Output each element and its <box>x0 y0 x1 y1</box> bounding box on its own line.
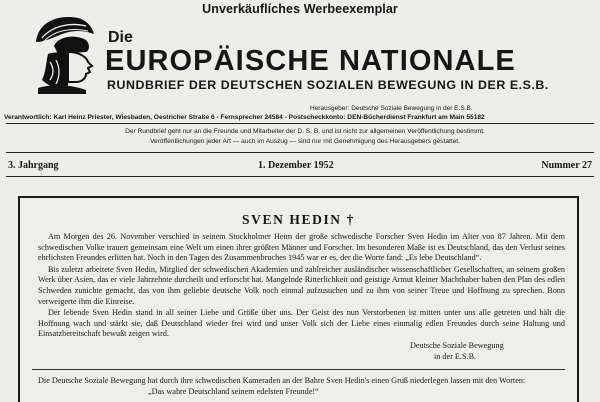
article-paragraph: Bis zuletzt arbeitete Sven Hedin, Mitglied der schwedischen Akademien und zahlreicher ausländischer wissenschaftlicher Gesellschaften, an seinem großen Werk über Asien, das er viele Jahrzehnte durcheilt und erforscht hat. Mangelnde Ritterlichkeit und geistige Armut kleiner Machthaber haben den Plan des edlen Schweden zunichte gemacht, das von ihm geliebte deutsche Volk noch einmal aufzusuchen und zu ihm von seiner Treue und Hoffnung zu sprechen. Bonn verweigerte ihm die Einreise. <box>38 264 565 306</box>
divider <box>6 123 594 124</box>
publisher-line: Herausgeber: Deutsche Soziale Bewegung in der E.S.B. <box>310 105 473 112</box>
closing-text: Die Deutsche Soziale Bewegung hat durch ihre schwedischen Kameraden an der Bahre Sven Hedin's einen Gruß niederlegen lassen mit den Worten: <box>38 376 526 385</box>
distribution-notice <box>40 127 570 147</box>
issue-line <box>8 160 592 174</box>
issue-date: 1. Dezember 1952 <box>258 160 334 171</box>
article-paragraph: Der lebende Sven Hedin stand in all seiner Liebe und Größe über uns. Der Geist des nun Verstorbenen ist mitten unter uns alle getreten und hält die Hoffnung wach und stärkt sie, daß Deutschland wieder frei wird und unser Volk sich der Liebe eines einmalig edlen Freundes durch seine Haltung und Einsatzbereitschaft bewußt zeigen wird. <box>38 308 565 339</box>
masthead-title: EUROPÄISCHE NATIONALE <box>105 45 516 77</box>
closing-quote: „Das wahre Deutschland seinem edelsten Freunde!“ <box>148 386 319 396</box>
divider <box>6 176 594 177</box>
obituary-article <box>18 196 579 402</box>
volume-label: 3. Jahrgang <box>8 160 59 171</box>
promo-stamp: Unverkäuflíches Werbeexemplar <box>202 2 398 16</box>
signature-line: in der E.S.B. <box>434 351 477 361</box>
masthead-article: Die <box>108 29 133 46</box>
athena-helmet-logo-icon <box>28 12 100 94</box>
notice-line: Der Rundbrief geht nur an die Freunde und Mitarbeiter der D. S. B. und ist nicht zur allgemeinen Veröffentlichung bestimmt. <box>125 128 485 135</box>
article-paragraph: Am Morgen des 26. November verschied in seinem Stockholmer Heim der große schwedische Forscher Sven Hedin im Alter von 87 Jahren. Mit dem schwedischen Volke trauert gemeinsam eine Welt um einen ihrer größten Männer und Forscher. Im besonderen Maße ist es Deutschland, das den Verlust seines ehrlichsten Freundes erlitten hat. Noch in den Tagen des Zusammenbruches 1945 war er es, der die Worte fand: „Es lebe Deutschland“. <box>38 232 565 263</box>
article-body <box>38 232 565 341</box>
article-headline: SVEN HEDIN † <box>242 212 355 227</box>
closing-note <box>38 376 565 397</box>
divider <box>6 152 594 153</box>
imprint-line: Verantwortlich: Karl Heinz Priester, Wiesbaden, Oestricher Straße 6 - Fernsprecher 24584 - Postscheckkonto: DEN-Bücherdienst Frankfurt am Main 55182 <box>4 114 485 121</box>
masthead-subtitle: RUNDBRIEF DER DEUTSCHEN SOZIALEN BEWEGUNG IN DER E.S.B. <box>107 78 549 92</box>
divider <box>32 369 565 370</box>
issue-number: Nummer 27 <box>541 160 592 171</box>
notice-line: Veröffentlichungen jeder Art — auch im Auszug — sind nur mit Genehmigung des Herausgebers gestattet. <box>150 138 460 145</box>
article-signature <box>410 341 504 362</box>
signature-line: Deutsche Soziale Bewegung <box>410 341 504 350</box>
